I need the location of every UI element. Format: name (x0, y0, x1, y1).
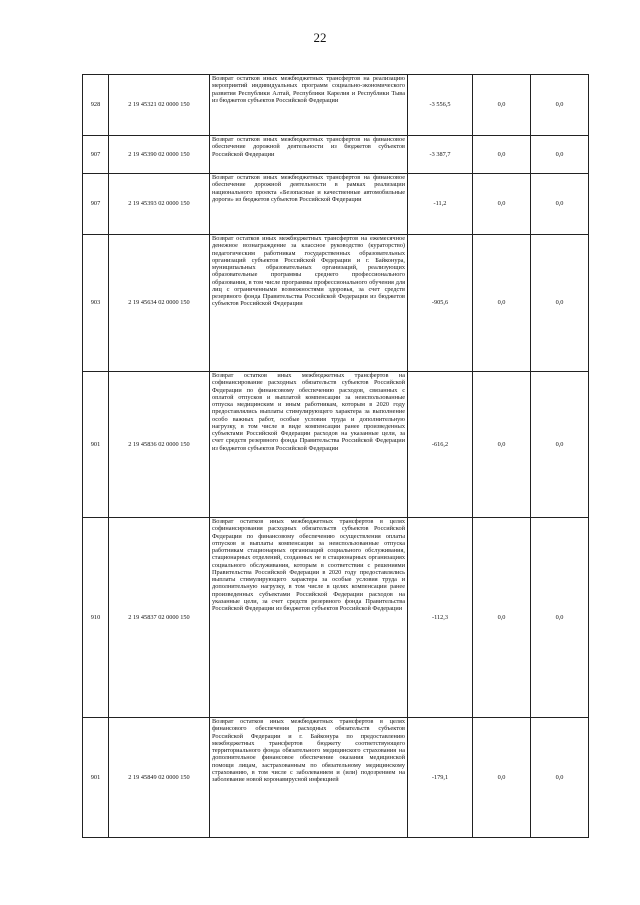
description-cell: Возврат остатков иных межбюджетных трансфертов на ежемесячное денежное вознаграждение за классное руководство (кураторство) педагогическим работникам государственных образовательных организаций субъектов Российской Федерации и г. Байконура, муниципальных образовательных организаций, реализующих образовательные программы среднего профессионального образования, в том числе программы профессионального обучения для лиц с ограниченными возможностями здоровья, за счет средств резервного фонда Правительства Российской Федерации из бюджетов субъектов Российской Федерации (210, 235, 408, 372)
value-cell: -3 387,7 (408, 136, 473, 174)
value-cell: 0,0 (531, 372, 589, 518)
page-number: 22 (313, 30, 327, 45)
value-cell: 0,0 (473, 75, 531, 136)
budget-code-cell: 2 19 45836 02 0000 150 (109, 372, 210, 518)
admin-code-cell: 928 (83, 75, 109, 136)
table-row (83, 718, 589, 838)
budget-code-cell: 2 19 45634 02 0000 150 (109, 235, 210, 372)
admin-code-cell: 901 (83, 718, 109, 838)
budget-code-cell: 2 19 45321 02 0000 150 (109, 75, 210, 136)
value-cell: 0,0 (473, 174, 531, 235)
value-cell: 0,0 (531, 75, 589, 136)
admin-code-cell: 903 (83, 235, 109, 372)
value-cell: 0,0 (473, 235, 531, 372)
budget-code-cell: 2 19 45837 02 0000 150 (109, 518, 210, 718)
admin-code-cell: 910 (83, 518, 109, 718)
table-row (83, 235, 589, 372)
value-cell: 0,0 (531, 718, 589, 838)
table-row (83, 518, 589, 718)
budget-code-cell: 2 19 45849 02 0000 150 (109, 718, 210, 838)
value-cell: -11,2 (408, 174, 473, 235)
value-cell: 0,0 (473, 718, 531, 838)
value-cell: 0,0 (473, 518, 531, 718)
value-cell: -3 556,5 (408, 75, 473, 136)
value-cell: 0,0 (531, 518, 589, 718)
value-cell: -179,1 (408, 718, 473, 838)
value-cell: -112,3 (408, 518, 473, 718)
budget-table (82, 74, 589, 838)
table-row (83, 174, 589, 235)
table-row (83, 75, 589, 136)
value-cell: 0,0 (473, 136, 531, 174)
value-cell: 0,0 (531, 136, 589, 174)
description-cell: Возврат остатков иных межбюджетных трансфертов на реализацию мероприятий индивидуальных программ социально-экономического развития Республики Алтай, Республики Карелия и Республики Тыва из бюджетов субъектов Российской Федерации (210, 75, 408, 136)
value-cell: 0,0 (473, 372, 531, 518)
admin-code-cell: 901 (83, 372, 109, 518)
value-cell: 0,0 (531, 174, 589, 235)
table-row (83, 136, 589, 174)
admin-code-cell: 907 (83, 136, 109, 174)
description-cell: Возврат остатков иных межбюджетных трансфертов на софинансирование расходных обязательств субъектов Российской Федерации по финансовому обеспечению расходов, связанных с оплатой отпусков и выплатой компенсации за неиспользованные отпуска медицинским и иным работникам, которым в 2020 году предоставлялись выплаты стимулирующего характера за выполнение особо важных работ, особые условия труда и дополнительную нагрузку, в том числе в виде компенсации ранее произведенных субъектами Российской Федерации расходов на указанные цели, за счет средств резервного фонда Правительства Российской Федерации из бюджетов субъектов Российской Федерации (210, 372, 408, 518)
budget-code-cell: 2 19 45390 02 0000 150 (109, 136, 210, 174)
budget-code-cell: 2 19 45393 02 0000 150 (109, 174, 210, 235)
admin-code-cell: 907 (83, 174, 109, 235)
value-cell: -905,6 (408, 235, 473, 372)
description-cell: Возврат остатков иных межбюджетных трансфертов в целях софинансирования расходных обязательств субъектов Российской Федерации по финансовому обеспечению осуществления оплаты отпусков и выплаты компенсации за неиспользованные отпуска работникам стационарных организаций социального обслуживания, стационарных отделений, созданных не в стационарных организациях социального обслуживания, которым в соответствии с решениями Правительства Российской Федерации в 2020 году предоставлялись выплаты стимулирующего характера за особые условия труда и дополнительную нагрузку, в том числе в целях компенсации ранее произведенных субъектами Российской Федерации расходов на указанные цели, за счет средств резервного фонда Правительства Российской Федерации из бюджетов субъектов Российской Федерации (210, 518, 408, 718)
value-cell: -616,2 (408, 372, 473, 518)
description-cell: Возврат остатков иных межбюджетных трансфертов на финансовое обеспечение дорожной деятельности из бюджетов субъектов Российской Федерации (210, 136, 408, 174)
value-cell: 0,0 (531, 235, 589, 372)
description-cell: Возврат остатков иных межбюджетных трансфертов на финансовое обеспечение дорожной деятельности в рамках реализации национального проекта «Безопасные и качественные автомобильные дороги» из бюджетов субъектов Российской Федерации (210, 174, 408, 235)
table-row (83, 372, 589, 518)
description-cell: Возврат остатков иных межбюджетных трансфертов в целях финансового обеспечения расходных обязательств субъектов Российской Федерации и г. Байконура по предоставлению межбюджетных трансфертов бюджету соответствующего территориального фонда обязательного медицинского страхования на дополнительное финансовое обеспечение оказания медицинской помощи лицам, застрахованным по обязательному медицинскому страхованию, в том числе с заболеванием и (или) подозрением на заболевание новой коронавирусной инфекцией (210, 718, 408, 838)
